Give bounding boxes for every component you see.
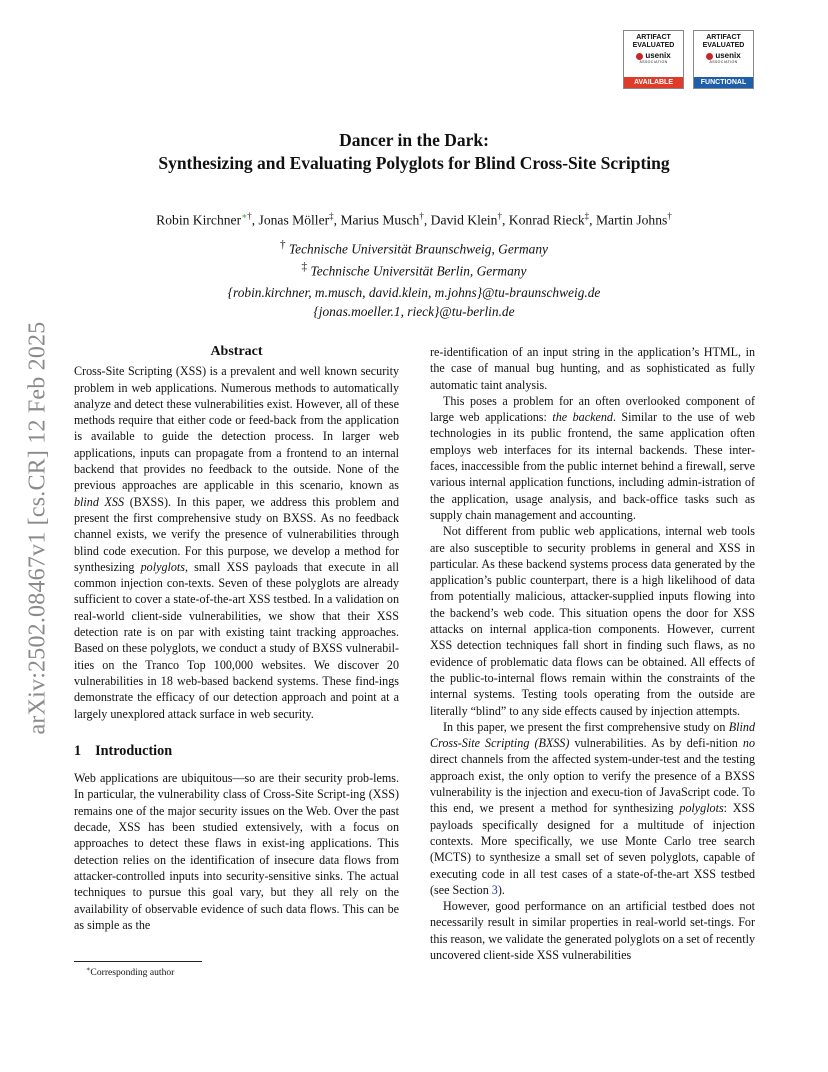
abstract-text: , small XSS payloads that execute in all common injection con-texts. Seven of these polyglots are already sufficient to cover a state-of-the-art XSS testbed. In a validation on real-world client-side vulnerabilities, we show that their XSS detection rate is on par with existing taint tracking approaches. Based on these polyglots, we conduct a study of BXSS vulnerabil-ities on the Tranco Top 100,000 websites. We discover 20 vulnerabilities in 18 web-based backend systems. These find-ings demonstrate the efficacy of our detection approach and point at a largely unexplored attack surface in web security.	[74, 559, 399, 721]
affiliation-line	[0, 258, 828, 280]
section-title: Introduction	[95, 742, 173, 759]
footnote-text: Corresponding author	[90, 967, 175, 979]
right-column	[430, 344, 755, 963]
paper-title	[0, 129, 828, 175]
usenix-logo-icon	[706, 53, 713, 60]
body-text: vulnerabilities. As by defi-nition	[569, 736, 743, 751]
title-line-1: Dancer in the Dark:	[339, 130, 489, 150]
badge-line1: ARTIFACT	[706, 34, 741, 41]
author-mark: †	[419, 211, 424, 221]
abstract-body	[74, 363, 399, 722]
artifact-badge-available	[623, 30, 684, 89]
author-name: Marius Musch	[340, 212, 420, 228]
abstract-text: (BXSS). In this paper, we address this problem and present the first comprehensive study on BXSS. As no feedback channel exists, we verify the presence of vulnerabilities through blind code execution. For this purpose, we develop a method for synthesizing	[74, 494, 400, 574]
author-name: Martin Johns	[595, 212, 668, 228]
author-mark: ∗	[241, 211, 248, 221]
badge-association: ASSOCIATION	[709, 60, 738, 64]
section-reference-link[interactable]: 3	[491, 882, 498, 897]
body-emphasis: polyglots	[679, 801, 724, 816]
affiliations	[0, 236, 828, 281]
body-text: ).	[497, 882, 505, 897]
title-line-2: Synthesizing and Evaluating Polyglots for Blind Cross-Site Scripting	[158, 153, 670, 173]
author-emails	[0, 283, 828, 321]
body-text: This poses a problem for an often overlooked component of large web applications:	[430, 393, 755, 425]
artifact-badge-functional	[693, 30, 754, 89]
author-name: David Klein	[430, 212, 498, 228]
abstract-heading: Abstract	[210, 344, 263, 359]
badge-status: FUNCTIONAL	[694, 77, 753, 88]
body-paragraph: re-identification of an input string in the application’s HTML, in the case of manual bug hunting, and as sophisticated as fully automatic taint analysis.	[430, 345, 755, 392]
usenix-logo-text: usenix	[645, 51, 671, 60]
badge-line2: EVALUATED	[632, 42, 675, 49]
abstract-emphasis: blind XSS	[74, 494, 125, 509]
author-name: Konrad Rieck	[508, 212, 585, 228]
artifact-badges	[623, 30, 754, 89]
affiliation-text: Technische Universität Braunschweig, Germany	[288, 241, 549, 257]
author-mark: †	[497, 211, 502, 221]
usenix-logo	[636, 52, 670, 60]
usenix-logo	[706, 52, 740, 60]
badge-status: AVAILABLE	[624, 77, 683, 88]
author-name: Robin Kirchner	[156, 212, 242, 228]
author-mark: ‡	[584, 211, 590, 221]
intro-paragraph: Web applications are ubiquitous—so are their security prob-lems. In particular, the vulnerability class of Cross-Site Script-ing (XSS) remains one of the major security issues on the Web. Over the past decade, XSS has been studied extensively, with a focus on approaches to detect these flaws in exist-ing applications. This detection relies on the identification of insecure data flows from attacker-controlled inputs into security-sensitive sinks. The actual techniques to pursue this goal vary, but they all rely on the availability of observable evidence of such data flows. This can be as simple as the	[74, 771, 399, 932]
footnote-divider	[74, 961, 202, 962]
body-text: In this paper, we present the first comprehensive study on	[443, 719, 729, 734]
footnote-mark: ∗	[86, 966, 91, 973]
body-text: . Similar to the use of web technologies in its public frontend, the same application often employs web interfaces for its internal backends. These inter-faces, inaccessible from the public internet behind a firewall, serve various internal application functions, including admin-istration of the application, usage analysis, and back-office tasks such as supply chain management and accounting.	[430, 410, 755, 522]
affiliation-line	[0, 236, 828, 258]
email-line: {robin.kirchner, m.musch, david.klein, m.johns}@tu-braunschweig.de	[227, 285, 601, 300]
body-paragraph	[430, 393, 755, 523]
affiliation-mark: †	[279, 239, 286, 251]
badge-line2: EVALUATED	[702, 42, 745, 49]
author-mark: †	[667, 211, 672, 221]
body-paragraph	[430, 719, 755, 898]
abstract-emphasis: polyglots	[140, 559, 185, 574]
body-emphasis: Blind Cross-Site Scripting (BXSS)	[430, 719, 755, 751]
body-paragraph: However, good performance on an artificial testbed does not necessarily result in similar properties in real-world set-tings. For this reason, we validate the generated polyglots on a set of recently uncovered client-side XSS vulnerabilities	[430, 899, 755, 962]
body-text: : XSS payloads specifically designed for a multitude of injection contexts. More specifically, we use Monte Carlo tree search (MCTS) to synthesize a small set of seven polyglots, capable of executing code in all test cases of a state-of-the-art XSS testbed (see Section	[430, 801, 755, 897]
usenix-logo-icon	[636, 53, 643, 60]
usenix-logo-text: usenix	[715, 51, 741, 60]
body-emphasis: no	[742, 736, 755, 751]
body-paragraph: Not different from public web applications, internal web tools are also susceptible to security problems in general and XSS in particular. As these backend systems process data generated by the application’s public counterpart, there is a high likelihood of data from potentially malicious, attacker-supplied inputs flowing into the backend’s web code. This situation opens the door for XSS attacks on internal applica-tion components. However, current XSS detection techniques fall short in finding such flaws, as no evidence of problematic data flows can be obtained. All effects of the public-to-internal flows remain within the constraints of the internal systems. Testing tools operating from the outside are literally “blind” to any side effects caused by injection attempts.	[430, 524, 755, 718]
body-emphasis: the backend	[552, 410, 613, 425]
author-list: Robin Kirchner∗†, Jonas Möller‡, Marius Musch†, David Klein†, Konrad Rieck‡, Martin Johns†	[156, 211, 672, 228]
email-line: {jonas.moeller.1, rieck}@tu-berlin.de	[313, 304, 515, 319]
body-text: direct channels from the affected system-under-test and the testing approach exist, the only option to verify the presence of a BXSS vulnerability is the injection and execu-tion of JavaScript code. To this end, we present a method for synthesizing	[430, 752, 755, 816]
section-heading-introduction	[74, 743, 399, 759]
affiliation-mark: ‡	[301, 261, 308, 274]
section-number: 1	[74, 742, 82, 759]
badge-association: ASSOCIATION	[639, 60, 668, 64]
badge-line1: ARTIFACT	[636, 34, 671, 41]
left-column	[74, 344, 399, 933]
footnote	[86, 965, 174, 978]
affiliation-text: Technische Universität Berlin, Germany	[310, 263, 527, 279]
author-name: Jonas Möller	[258, 212, 330, 228]
author-mark: ‡	[329, 211, 334, 221]
arxiv-id: arXiv:2502.08467v1 [cs.CR] 12 Feb 2025	[24, 321, 51, 735]
author-mark: †	[247, 211, 252, 221]
abstract-text: Cross-Site Scripting (XSS) is a prevalent and well known security problem in web applications. Numerous methods to automatically analyze and detect these vulnerabilities exist. However, all of these methods require that either code or feed-back from the application is available to guide the detection process. In larger web applications, inputs can propagate from a frontend to an internal backend that provides no feedback to the outside. None of the previous approaches are applicable in this scenario, known as	[74, 364, 399, 493]
arxiv-sidebar-stamp	[26, 288, 50, 768]
